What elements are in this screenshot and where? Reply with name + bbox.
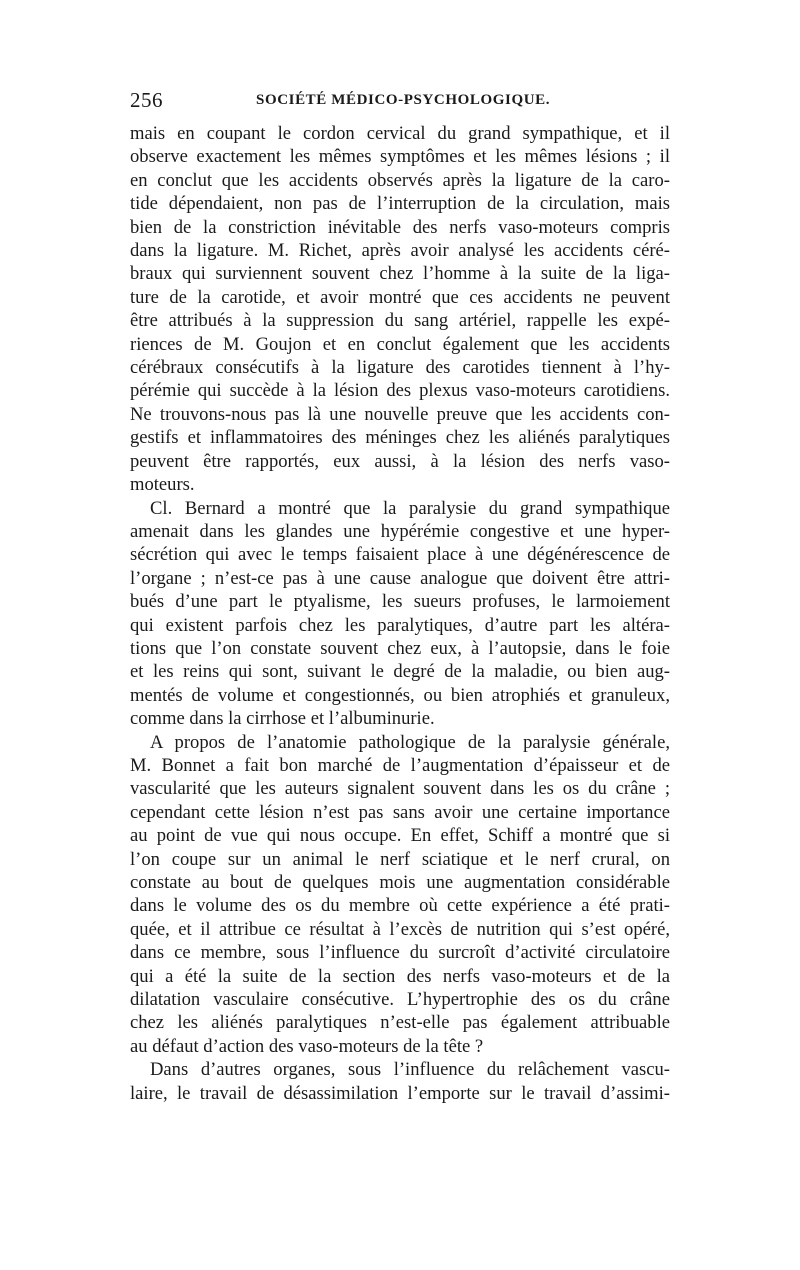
text-line: observe exactement les mêmes symptômes et les mêmes lésions ; il [130, 146, 670, 168]
text-line: qui a été la suite de la section des nerfs vaso-moteurs et de la [130, 965, 670, 987]
text-line: et les reins qui sont, suivant le degré de la maladie, ou bien aug- [130, 661, 670, 683]
book-page [130, 88, 670, 1105]
text-line: Dans d’autres organes, sous l’influence du relâchement vascu- [150, 1059, 670, 1081]
text-line: ture de la carotide, et avoir montré que ces accidents ne peuvent [130, 286, 670, 308]
text-line: comme dans la cirrhose et l’albuminurie. [130, 708, 435, 730]
text-line: gestifs et inflammatoires des méninges chez les aliénés paralytiques [130, 427, 670, 449]
text-line: dans la ligature. M. Richet, après avoir analysé les accidents céré- [130, 240, 670, 262]
text-line: au défaut d’action des vaso-moteurs de la tête ? [130, 1035, 484, 1057]
text-line: quée, et il attribue ce résultat à l’excès de nutrition qui s’est opéré, [130, 918, 670, 940]
text-line: sécrétion qui avec le temps faisaient place à une dégénérescence de [130, 544, 670, 566]
text-line: constate au bout de quelques mois une augmentation considérable [130, 872, 670, 893]
text-line: M. Bonnet a fait bon marché de l’augmentation d’épaisseur et de [130, 754, 670, 776]
running-head [130, 88, 670, 122]
text-line: dilatation vasculaire consécutive. L’hypertrophie des os du crâne [130, 989, 670, 1011]
text-line: riences de M. Goujon et en conclut également que les accidents [130, 333, 670, 355]
paragraph [130, 731, 670, 1059]
body-text [130, 122, 670, 1105]
text-line: braux qui surviennent souvent chez l’homme à la suite de la liga- [130, 263, 670, 285]
text-line: dans ce membre, sous l’influence du surcroît d’activité circulatoire [130, 942, 670, 964]
text-line: bien de la constriction inévitable des nerfs vaso-moteurs compris [130, 216, 670, 238]
text-line: pérémie qui succède à la lésion des plexus vaso-moteurs carotidiens. [130, 380, 670, 402]
text-line: l’on coupe sur un animal le nerf sciatique et le nerf crural, on [130, 848, 670, 870]
text-line: qui existent parfois chez les paralytiques, d’autre part les altéra- [130, 614, 670, 636]
text-line: Cl. Bernard a montré que la paralysie du grand sympathique [150, 497, 670, 519]
text-line: en conclut que les accidents observés après la ligature de la caro- [130, 169, 670, 191]
text-line: amenait dans les glandes une hypérémie congestive et une hyper- [130, 520, 670, 542]
text-line: tide dépendaient, non pas de l’interruption de la circulation, mais [130, 193, 670, 215]
text-line: tions que l’on constate souvent chez eux, à l’autopsie, dans le foie [130, 637, 670, 659]
text-line: chez les aliénés paralytiques n’est-elle pas également attribuable [130, 1012, 670, 1034]
text-line: Ne trouvons-nous pas là une nouvelle preuve que les accidents con- [130, 403, 670, 425]
text-line: au point de vue qui nous occupe. En effet, Schiff a montré que si [130, 825, 670, 847]
text-line: mentés de volume et congestionnés, ou bien atrophiés et granuleux, [130, 684, 670, 706]
text-line: l’organe ; n’est-ce pas à une cause analogue que doivent être attri- [130, 567, 670, 589]
paragraph [130, 497, 670, 731]
text-line: laire, le travail de désassimilation l’emporte sur le travail d’assimi- [130, 1082, 670, 1104]
paragraph [130, 1058, 670, 1105]
page-number: 256 [130, 88, 163, 112]
text-line: cependant cette lésion n’est pas sans avoir une certaine importance [130, 801, 670, 823]
text-line: peuvent être rapportés, eux aussi, à la lésion des nerfs vaso- [130, 450, 670, 472]
text-line: A propos de l’anatomie pathologique de la paralysie générale, [150, 731, 670, 753]
paragraph [130, 122, 670, 497]
running-title: SOCIÉTÉ MÉDICO-PSYCHOLOGIQUE. [256, 92, 551, 108]
text-line: cérébraux consécutifs à la ligature des carotides tiennent à l’hy- [130, 357, 670, 379]
text-line: bués d’une part le ptyalisme, les sueurs profuses, le larmoiement [130, 591, 670, 613]
text-line: mais en coupant le cordon cervical du grand sympathique, et il [130, 123, 670, 144]
text-line: être attribués à la suppression du sang artériel, rappelle les expé- [130, 310, 670, 332]
text-line: moteurs. [130, 474, 195, 496]
text-line: dans le volume des os du membre où cette expérience a été prati- [130, 895, 670, 917]
text-line: vascularité que les auteurs signalent souvent dans les os du crâne ; [130, 778, 670, 800]
